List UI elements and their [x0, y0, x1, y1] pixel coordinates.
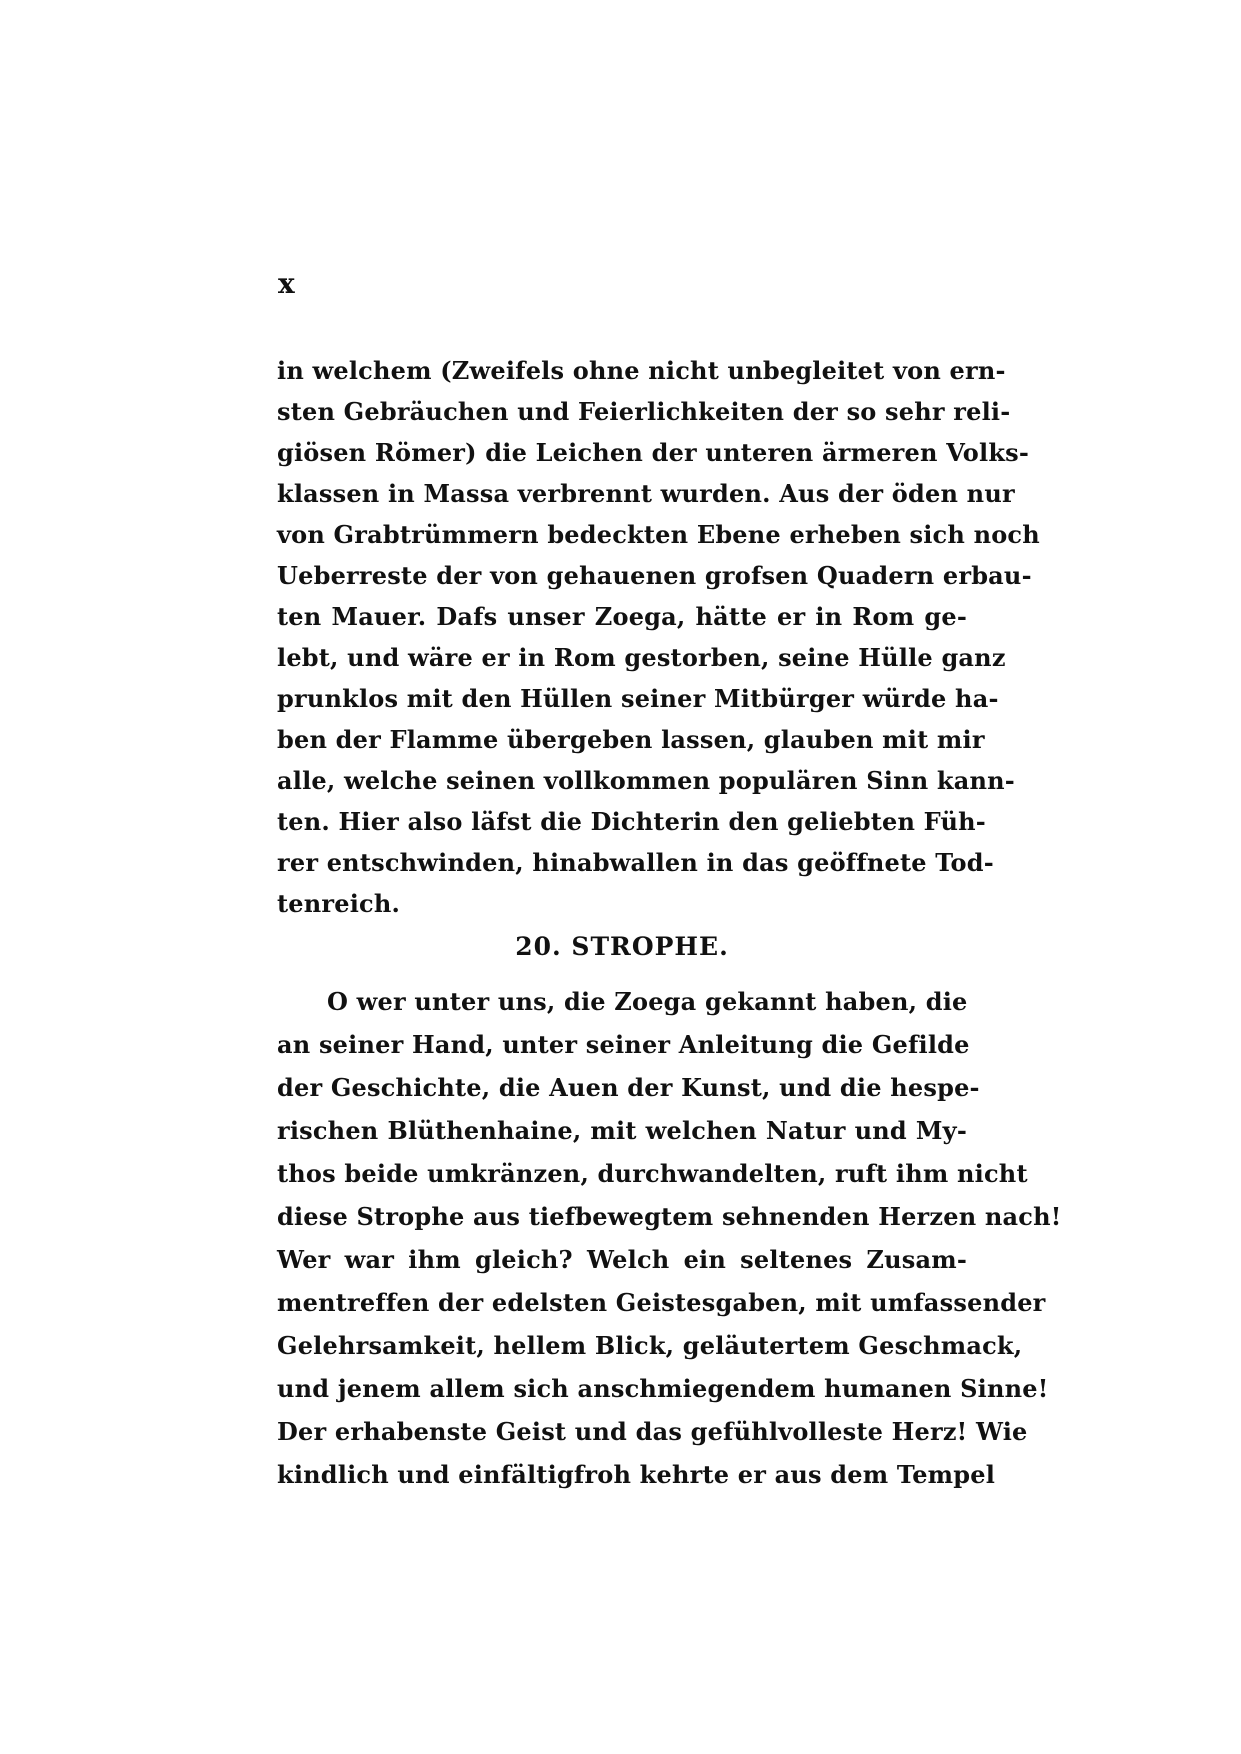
text-line: in welchem (Zweifels ohne nicht unbegleitet von ern- — [277, 356, 1006, 385]
text-line: lebt, und wäre er in Rom gestorben, seine Hülle ganz — [277, 643, 1006, 672]
text-line: thos beide umkränzen, durchwandelten, ruft ihm nicht — [277, 1159, 1028, 1188]
text-line: giösen Römer) die Leichen der unteren ärmeren Volks- — [277, 438, 1030, 467]
text-line: mentreffen der edelsten Geistesgaben, mit umfassender — [277, 1288, 1046, 1317]
text-line: Ueberreste der von gehauenen grofsen Quadern erbau- — [277, 561, 1032, 590]
text-line: rischen Blüthenhaine, mit welchen Natur und My- — [277, 1116, 967, 1145]
paragraph-1 — [277, 350, 1040, 924]
text-line: O wer unter uns, die Zoega gekannt haben, die — [327, 987, 968, 1016]
text-line: ben der Flamme übergeben lassen, glauben mit mir — [277, 725, 985, 754]
text-line: kindlich und einfältigfroh kehrte er aus dem Tempel — [277, 1460, 996, 1489]
section-heading: 20. STROPHE. — [515, 932, 729, 961]
text-line: der Geschichte, die Auen der Kunst, und die hespe- — [277, 1073, 980, 1102]
text-line: diese Strophe aus tiefbewegtem sehnenden Herzen nach! — [277, 1202, 1062, 1231]
paragraph-2 — [277, 980, 1062, 1496]
text-line: ten Mauer. Dafs unser Zoega, hätte er in Rom ge- — [277, 602, 967, 631]
text-line: Gelehrsamkeit, hellem Blick, geläutertem Geschmack, — [277, 1331, 1023, 1360]
text-line: von Grabtrümmern bedeckten Ebene erheben sich noch — [277, 520, 1040, 549]
text-line: Der erhabenste Geist und das gefühlvolleste Herz! Wie — [277, 1417, 1028, 1446]
text-line: ten. Hier also läfst die Dichterin den geliebten Füh- — [277, 807, 986, 836]
text-line: Wer war ihm gleich? Welch ein seltenes Zusam- — [277, 1245, 967, 1274]
text-line: rer entschwinden, hinabwallen in das geöffnete Tod- — [277, 848, 994, 877]
text-line: sten Gebräuchen und Feierlichkeiten der so sehr reli- — [277, 397, 1011, 426]
text-line: und jenem allem sich anschmiegendem humanen Sinne! — [277, 1374, 1049, 1403]
text-line: tenreich. — [277, 889, 401, 918]
page-number: x — [278, 267, 295, 300]
text-line: klassen in Massa verbrennt wurden. Aus der öden nur — [277, 479, 1015, 508]
text-line: alle, welche seinen vollkommen populären Sinn kann- — [277, 766, 1015, 795]
text-line: prunklos mit den Hüllen seiner Mitbürger würde ha- — [277, 684, 999, 713]
text-line: an seiner Hand, unter seiner Anleitung die Gefilde — [277, 1030, 970, 1059]
